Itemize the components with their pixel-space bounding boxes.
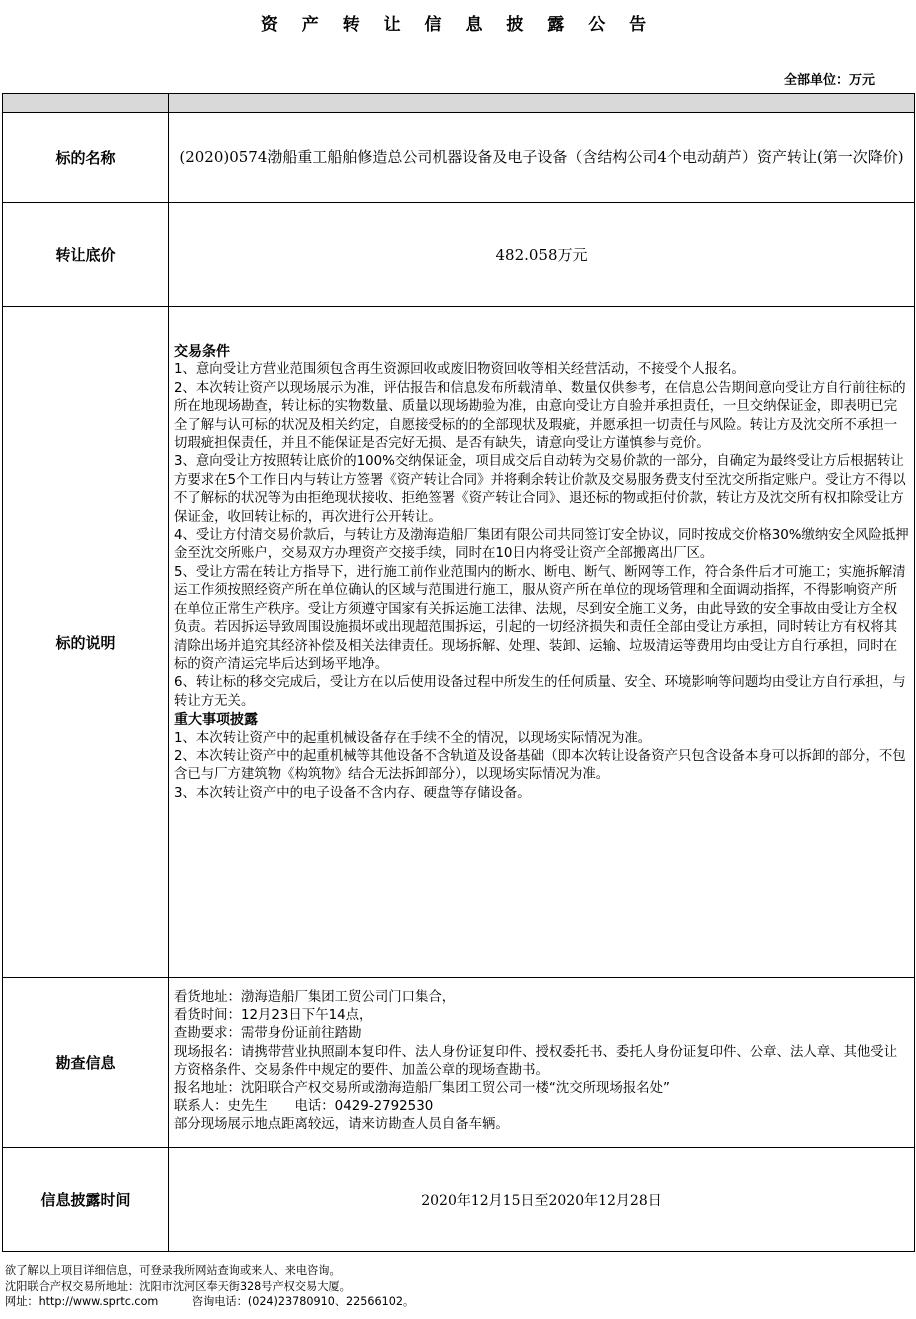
- inspection-line: 现场报名：请携带营业执照副本复印件、法人身份证复印件、授权委托书、委托人身份证复印件、公章、法人章、其他受让方资格条件、交易条件中规定的要件、加盖公章的现场查勘书。: [174, 1044, 898, 1078]
- disclosure-item: 3、本次转让资产中的电子设备不含内存、硬盘等存储设备。: [174, 785, 531, 801]
- table-row: [2, 1148, 915, 1252]
- condition-item: 6、转让标的移交完成后，受让方在以后使用设备过程中所发生的任何质量、安全、环境影响等问题均由受让方自行承担，与转让方无关。: [174, 675, 906, 709]
- major-matters-heading: 重大事项披露: [174, 712, 258, 729]
- trade-conditions-heading: 交易条件: [174, 344, 230, 360]
- inspection-line: 联系人：史先生 电话：0429-2792530: [174, 1099, 434, 1115]
- label-price: 转让底价: [3, 203, 169, 306]
- price-cell: [169, 203, 914, 306]
- inspection-line: 部分现场展示地点距离较远，请来访勘查人员自备车辆。: [174, 1117, 509, 1133]
- condition-item: 5、受让方需在转让方指导下，进行施工前作业范围内的断水、断电、断气、断网等工作，符合条件后才可施工；实施拆解清运工作须按照经资产所在单位确认的区域与范围进行施工，服从资产所在单位的现场管理和全面调动指挥，不得影响资产所在单位正常生产秩序。受让方须遵守国家有关拆运施工法律、法规，尽到安全施工义务，由此导致的安全事故由受让方全权负责。若因拆运导致周围设施损坏或出现超范围拆运，引起的一切经济损失和责任全部由受让方承担，同时转让方有权将其清除出场并追究其经济补偿及相关法律责任。现场拆解、处理、装卸、运输、垃圾清运等费用均由受让方自行承担，同时在标的资产清运完毕后达到场平地净。: [174, 564, 906, 672]
- footer-line: 网址：http://www.sprtc.com 咨询电话：(024)23780910、22566102。: [5, 1295, 415, 1308]
- inspection-line: 看货时间：12月23日下午14点，: [174, 1008, 373, 1024]
- inspection-line: 看货地址：渤海造船厂集团工贸公司门口集合，: [174, 990, 456, 1005]
- unit-note: 全部单位：万元: [783, 73, 875, 88]
- header-cell-right: [169, 94, 914, 112]
- table-row: [2, 203, 915, 307]
- inspection-cell: [169, 978, 914, 1147]
- label-disclosure: 信息披露时间: [3, 1148, 169, 1251]
- table-header-row: [2, 93, 915, 113]
- description-cell: [169, 307, 914, 977]
- condition-item: 2、本次转让资产以现场展示为准，评估报告和信息发布所载清单、数量仅供参考，在信息公告期间意向受让方自行前往标的所在地现场勘查，转让标的实物数量、质量以现场勘验为准，由意向受让方自验并承担责任，一旦交纳保证金，即表明已完全了解与认可标的状况及相关约定，自愿接受标的的全部现状及瑕疵，并愿承担一切责任与风险。转让方及沈交所不承担一切瑕疵担保责任，并且不能保证是否完好无损、是否有缺失，请意向受让方谨慎参与竞价。: [174, 380, 906, 452]
- condition-item: 1、意向受让方营业范围须包含再生资源回收或废旧物资回收等相关经营活动，不接受个人报名。: [174, 362, 745, 378]
- inspection-line: 报名地址：沈阳联合产权交易所或渤海造船厂集团工贸公司一楼“沈交所现场报名处”: [174, 1081, 670, 1097]
- table-row: [2, 113, 915, 203]
- footer: [5, 1263, 414, 1310]
- label-name: 标的名称: [3, 113, 169, 202]
- table-row: [2, 978, 915, 1148]
- disclosure-cell: [169, 1148, 914, 1251]
- disclosure-item: 1、本次转让资产中的起重机械设备存在手续不全的情况，以现场实际情况为准。: [174, 730, 652, 746]
- label-description: 标的说明: [3, 307, 169, 977]
- table-row: [2, 307, 915, 978]
- project-name: (2020)0574渤船重工船舶修造总公司机器设备及电子设备（含结构公司4个电动葫芦）资产转让(第一次降价): [179, 148, 904, 166]
- footer-line: 欲了解以上项目详细信息，可登录我所网站查询或来人、来电咨询。: [5, 1264, 341, 1277]
- footer-line: 沈阳联合产权交易所地址：沈阳市沈河区奉天街328号产权交易大厦。: [5, 1279, 351, 1293]
- condition-item: 4、受让方付清交易价款后，与转让方及渤海造船厂集团有限公司共同签订安全协议，同时按成交价格30%缴纳安全风险抵押金至沈交所账户，交易双方办理资产交接手续，同时在10日内将受让资产全部搬离出厂区。: [174, 528, 909, 562]
- inspection-line: 查勘要求：需带身份证前往踏勘: [174, 1026, 362, 1042]
- condition-item: 3、意向受让方按照转让底价的100%交纳保证金，项目成交后自动转为交易价款的一部分，自确定为最终受让方后根据转让方要求在5个工作日内与转让方签署《资产转让合同》并将剩余转让价款及交易服务费支付至沈交所指定账户。受让方不得以不了解标的状况等为由拒绝现状接收、拒绝签署《资产转让合同》、退还标的物或拒付价款，转让方及沈交所有权扣除受让方保证金，收回转让标的，再次进行公开转让。: [174, 454, 906, 525]
- disclosure-period: 2020年12月15日至2020年12月28日: [421, 1192, 662, 1209]
- header-cell-left: [3, 94, 169, 112]
- name-cell: [169, 113, 914, 202]
- page-title: 资 产 转 让 信 息 披 露 公 告: [260, 15, 656, 35]
- reserve-price: 482.058万元: [495, 246, 588, 264]
- label-inspection: 勘查信息: [3, 978, 169, 1147]
- disclosure-item: 2、本次转让资产中的起重机械等其他设备不含轨道及设备基础（即本次转让设备资产只包含设备本身可以拆卸的部分，不包含已与厂方建筑物《构筑物》结合无法拆卸部分），以现场实际情况为准。: [174, 748, 906, 783]
